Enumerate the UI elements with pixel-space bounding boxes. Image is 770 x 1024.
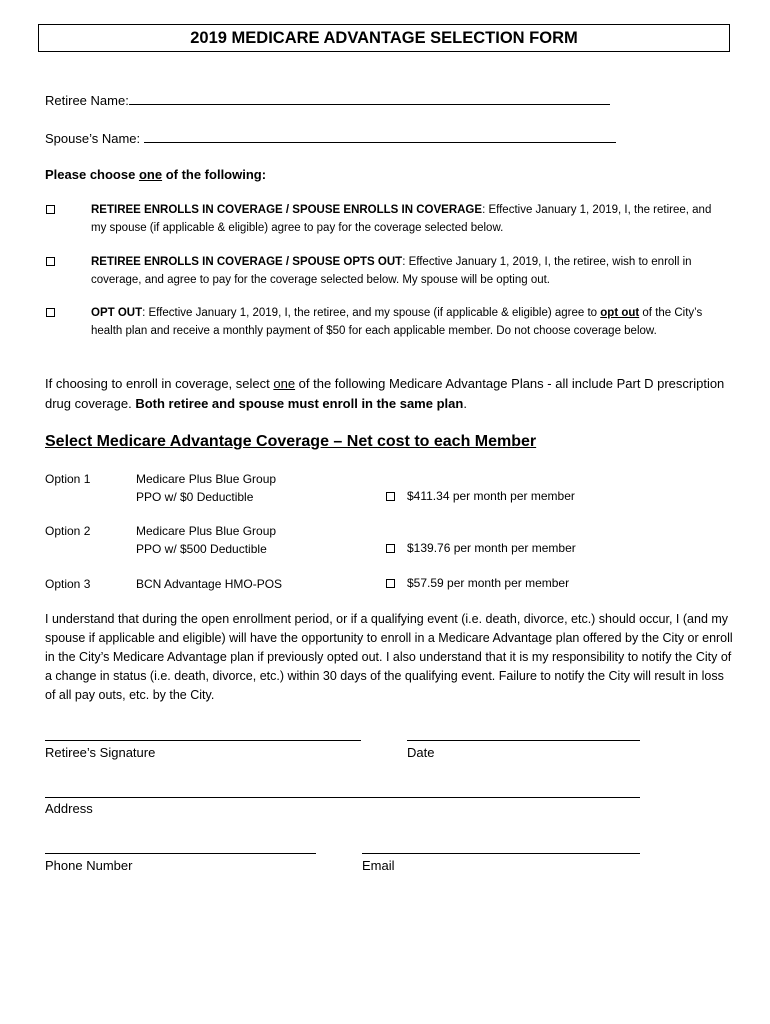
enroll-para-u: one [273,376,296,391]
option-1-checkbox[interactable] [46,205,55,214]
plan-1-price: $411.34 per month per member [407,489,575,503]
enroll-para-b: of the following Medicare Advantage Plans - all include Part D prescription drug coverage. [45,376,725,411]
enroll-option-3 [91,304,727,340]
spouse-name-row [45,129,616,146]
retiree-name-label: Retiree Name: [45,93,129,108]
plan-1-checkbox[interactable] [386,492,395,501]
choose-emph: one [138,167,163,182]
email-label: Email [362,858,395,873]
option-3-text-a: : Effective January 1, 2019, I, the retiree, and my spouse (if applicable & eligible) agree to [142,307,601,319]
plan-1-name-line2: PPO w/ $0 Deductible [136,490,254,504]
plan-3-name-line1: BCN Advantage HMO-POS [136,577,283,591]
option-2-checkbox[interactable] [46,257,55,266]
address-line[interactable] [45,797,640,798]
option-3-opt-out: opt out [600,307,640,319]
spouse-name-label: Spouse’s Name: [45,131,141,146]
retiree-name-field[interactable] [129,91,610,105]
section-heading: Select Medicare Advantage Coverage – Net cost to each Member [45,433,537,450]
plan-1-name-line1: Medicare Plus Blue Group [136,472,277,486]
plan-1-option: Option 1 [45,472,91,486]
option-3-text-b: of the City’s health plan and receive a monthly payment of $50 for each applicable member. Do not choose coverage below. [91,307,703,337]
disclaimer-paragraph: I understand that during the open enrollment period, or if a qualifying event (i.e. death, divorce, etc.) should occur, I (and my spouse if applicable and eligible) will have the opportunity to enroll in a Medicare Advantage plan offered by the City or enroll in the City’s Medicare Advantage plan if previously opted out. I also understand that it is my responsibility to notify the City of a change in status (i.e. death, divorce, etc.) within 30 days of the qualifying event. Failure to notify the City will result in loss of all pay outs, etc. by the City. [45,612,733,702]
enroll-para-bold: Both retiree and spouse must enroll in the same plan [135,396,464,411]
plan-2-checkbox[interactable] [386,544,395,553]
option-1-text: : Effective January 1, 2019, I, the retiree, and my spouse (if applicable & eligible) agree to pay for the coverage selected below. [91,204,712,234]
phone-line[interactable] [45,853,316,854]
plan-1-name [136,470,276,506]
option-1-title: RETIREE ENROLLS IN COVERAGE / SPOUSE ENROLLS IN COVERAGE [91,204,483,216]
plan-3-checkbox[interactable] [386,579,395,588]
retiree-name-row [45,91,610,108]
option-2-text: : Effective January 1, 2019, I, the retiree, wish to enroll in coverage, and agree to pay for the coverage selected below. My spouse will be opting out. [91,256,692,286]
option-2-title: RETIREE ENROLLS IN COVERAGE / SPOUSE OPTS OUT [91,256,403,268]
option-3-checkbox[interactable] [46,308,55,317]
retiree-signature-line[interactable] [45,740,361,741]
enroll-option-2 [91,253,727,289]
choose-instruction [45,167,266,182]
date-line[interactable] [407,740,640,741]
plan-3-name [136,575,282,593]
enroll-instructions [45,374,735,414]
date-label: Date [407,745,435,760]
plan-2-price: $139.76 per month per member [407,541,576,555]
form-title-text: 2019 MEDICARE ADVANTAGE SELECTION FORM [190,28,578,47]
spouse-name-field[interactable] [144,129,616,143]
enroll-option-1 [91,201,727,237]
address-label: Address [45,801,93,816]
email-line[interactable] [362,853,640,854]
enroll-para-a: If choosing to enroll in coverage, select [45,376,274,391]
enroll-para-c: . [463,396,467,411]
retiree-signature-label: Retiree’s Signature [45,745,156,760]
choose-suffix: of the following: [162,167,267,182]
option-3-title: OPT OUT [91,307,143,319]
plan-2-name-line1: Medicare Plus Blue Group [136,524,277,538]
plan-2-name-line2: PPO w/ $500 Deductible [136,542,267,556]
form-title [38,24,730,52]
plan-3-price: $57.59 per month per member [407,576,570,590]
choose-prefix: Please choose [45,167,139,182]
phone-label: Phone Number [45,858,133,873]
plan-3-option: Option 3 [45,577,91,591]
plan-2-option: Option 2 [45,524,91,538]
plan-2-name [136,522,276,558]
